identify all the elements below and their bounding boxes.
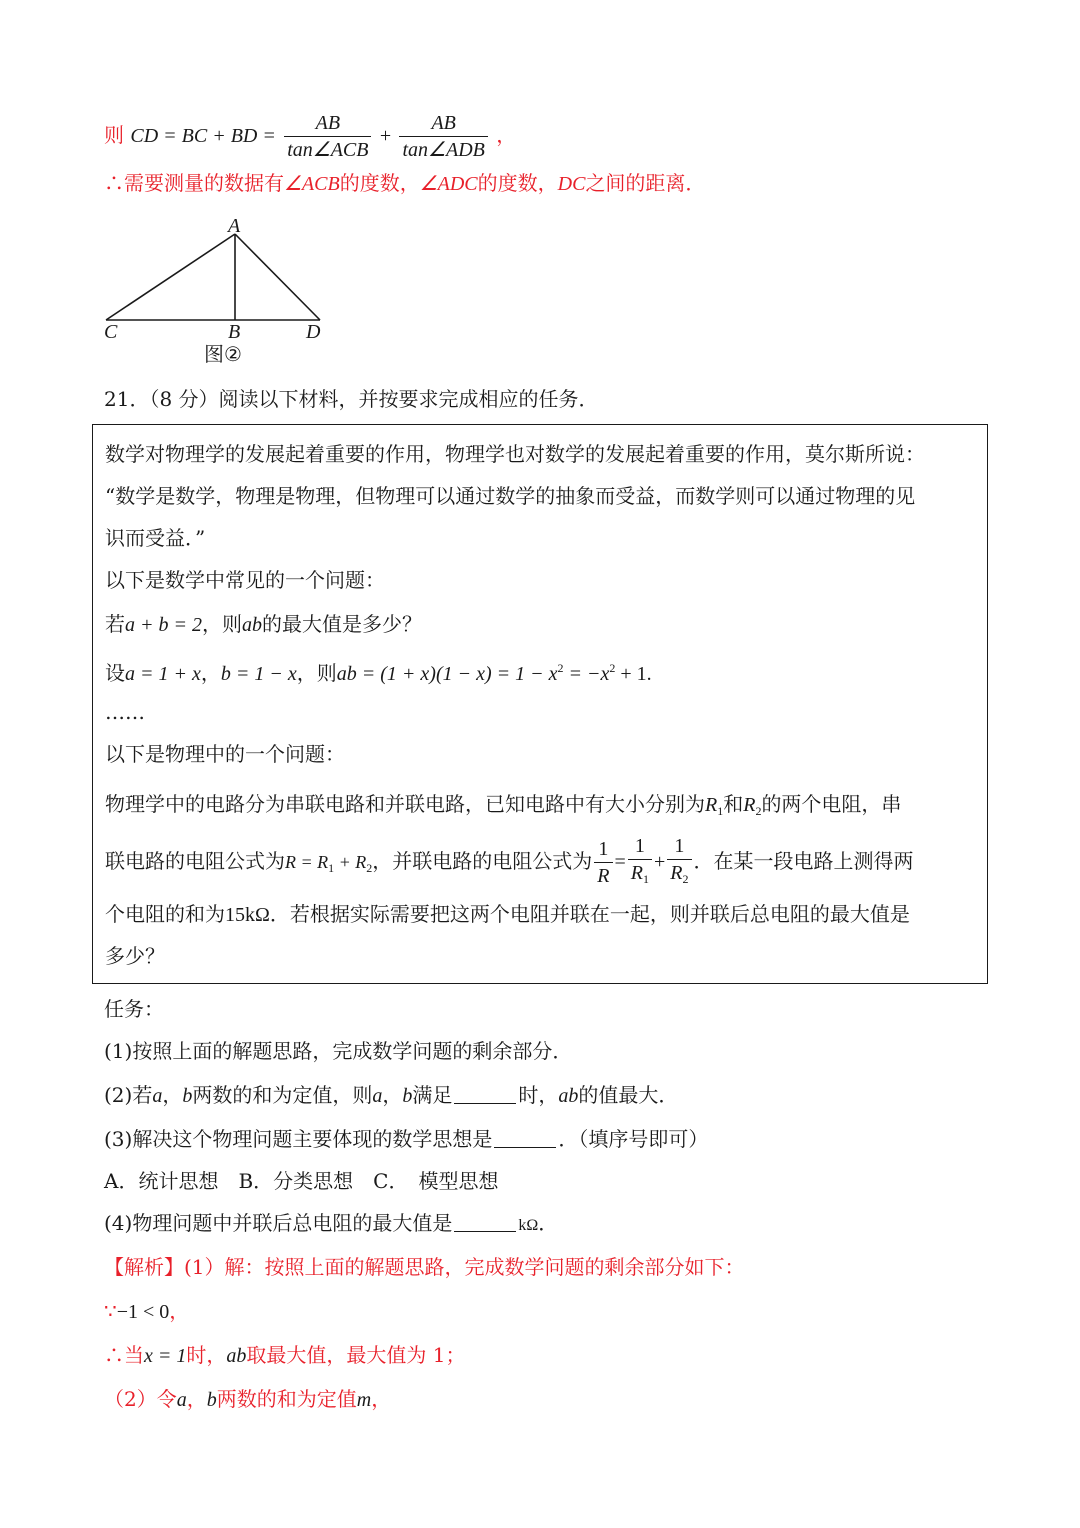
text: ，并联电路的电阻公式为 bbox=[372, 849, 593, 873]
task-3-options: A．统计思想 B．分类思想 C． 模型思想 bbox=[104, 1169, 499, 1193]
text: 两数的和为定值，则 bbox=[192, 1083, 373, 1107]
answer-blank-2[interactable] bbox=[454, 1083, 516, 1104]
text: 之间的距离． bbox=[585, 171, 706, 195]
text: 个电阻的和为 bbox=[105, 902, 225, 926]
exponent: 2 bbox=[609, 661, 616, 675]
solution-step bbox=[104, 1296, 189, 1327]
segment-dc: DC bbox=[557, 173, 586, 195]
text: 则 bbox=[104, 123, 124, 147]
figure-caption: 图② bbox=[204, 342, 242, 366]
text: (1）解：按照上面的解题思路，完成数学问题的剩余部分如下： bbox=[184, 1255, 745, 1279]
text: ．（填序号即可） bbox=[558, 1127, 709, 1151]
unit: kΩ bbox=[518, 1217, 539, 1234]
equation: b = 1 − x bbox=[220, 663, 297, 685]
text: 满足 bbox=[412, 1083, 453, 1107]
variable: a bbox=[152, 1085, 163, 1107]
material-box bbox=[92, 424, 988, 984]
equation: = −x bbox=[563, 663, 610, 685]
task-3 bbox=[104, 1124, 708, 1154]
text: 取最大值，最大值为 1； bbox=[246, 1343, 466, 1367]
question-header: 21．（8 分）阅读以下材料，并按要求完成相应的任务． bbox=[104, 387, 599, 411]
text: 时， bbox=[186, 1343, 227, 1367]
ellipsis-line: …… bbox=[105, 700, 145, 724]
solution-conclusion-line bbox=[104, 168, 705, 199]
material-paragraph: 多少？ bbox=[105, 944, 165, 968]
cd-expression: CD = BC + BD = bbox=[130, 125, 276, 147]
variable: ab bbox=[226, 1345, 247, 1367]
triangle-figure bbox=[96, 210, 336, 370]
variable: m bbox=[356, 1389, 372, 1411]
series-formula: R = R bbox=[285, 852, 329, 872]
text: (3)解决这个物理问题主要体现的数学思想是 bbox=[104, 1127, 493, 1151]
text: ， bbox=[382, 1083, 403, 1107]
text: 的度数， bbox=[477, 171, 558, 195]
variable: a bbox=[372, 1085, 383, 1107]
text: 的两个电阻，串 bbox=[761, 792, 902, 816]
text: ， bbox=[162, 1083, 183, 1107]
resistor-symbol: R bbox=[705, 794, 718, 816]
material-paragraph: “数学是数学，物理是物理，但物理可以通过数学的抽象而受益，而数学则可以通过物理的见 bbox=[105, 484, 916, 508]
text: 和 bbox=[723, 792, 744, 816]
fraction-denominator: tan∠ADB bbox=[402, 139, 485, 161]
equals-sign: = bbox=[614, 851, 626, 873]
resistor-symbol: R bbox=[743, 794, 756, 816]
text: 的值最大． bbox=[578, 1083, 679, 1107]
because-symbol: ∵ bbox=[104, 1299, 117, 1323]
material-paragraph: 以下是数学中常见的一个问题： bbox=[105, 568, 385, 592]
fraction-numerator: 1 bbox=[594, 836, 612, 863]
equation: + 1. bbox=[615, 663, 652, 685]
text: ．若根据实际需要把这两个电阻并联在一起，则并联后总电阻的最大值是 bbox=[269, 902, 910, 926]
task-2 bbox=[104, 1080, 678, 1111]
angle-acb: ∠ACB bbox=[284, 173, 340, 195]
point-label-a: A bbox=[228, 215, 241, 237]
text: 若 bbox=[105, 612, 125, 636]
fraction-numerator: AB bbox=[284, 110, 371, 137]
text: 的最大值是多少？ bbox=[262, 612, 422, 636]
subscript: 2 bbox=[755, 804, 762, 818]
material-paragraph: 以下是物理中的一个问题： bbox=[105, 742, 345, 766]
point-label-b: B bbox=[228, 321, 241, 343]
task-1: (1)按照上面的解题思路，完成数学问题的剩余部分． bbox=[104, 1039, 573, 1063]
variable: a bbox=[176, 1389, 187, 1411]
text: ，则 bbox=[202, 612, 242, 636]
inequality: −1 < 0 bbox=[116, 1301, 170, 1323]
fraction-denominator: tan∠ACB bbox=[287, 139, 369, 161]
subscript: 1 bbox=[643, 872, 650, 886]
text: (4)物理问题中并联后总电阻的最大值是 bbox=[104, 1211, 453, 1235]
subscript: 1 bbox=[717, 804, 724, 818]
text: 两数的和为定值 bbox=[216, 1387, 357, 1411]
text: 的度数， bbox=[339, 171, 420, 195]
fraction-one-over-r2 bbox=[667, 833, 691, 892]
fraction-numerator: 1 bbox=[667, 833, 691, 860]
subscript: 2 bbox=[366, 861, 373, 875]
text: (2)若 bbox=[104, 1083, 153, 1107]
math-question-line bbox=[105, 609, 422, 640]
subscript: 2 bbox=[682, 872, 689, 886]
math-derivation-line bbox=[105, 653, 652, 689]
text: ．在某一段电路上测得两 bbox=[693, 849, 914, 873]
resistance-formula-line bbox=[105, 833, 914, 896]
solution-intro bbox=[104, 1252, 745, 1282]
fraction-denominator: R bbox=[670, 862, 683, 884]
equation: a + b = 2 bbox=[125, 614, 202, 636]
material-paragraph: 识而受益．” bbox=[105, 526, 206, 550]
solution-cd-line bbox=[104, 110, 516, 163]
physics-problem-line bbox=[105, 789, 901, 826]
variable: b bbox=[182, 1085, 193, 1107]
resistance-value: 15kΩ bbox=[225, 904, 270, 926]
side-ca bbox=[106, 234, 235, 320]
variable: ab bbox=[558, 1085, 579, 1107]
solution-step bbox=[104, 1384, 391, 1415]
fraction-one-over-r bbox=[594, 836, 612, 889]
text: ∴需要测量的数据有 bbox=[104, 171, 284, 195]
exponent: 2 bbox=[557, 661, 564, 675]
variable: b bbox=[206, 1389, 217, 1411]
answer-blank-3[interactable] bbox=[494, 1127, 556, 1148]
answer-blank-4[interactable] bbox=[454, 1211, 516, 1232]
plus-sign: + bbox=[379, 125, 392, 147]
text: ∴当 bbox=[104, 1343, 144, 1367]
subscript: 1 bbox=[328, 861, 335, 875]
plus-sign: + bbox=[654, 851, 666, 873]
fraction-numerator: 1 bbox=[628, 833, 652, 860]
text: ，则 bbox=[296, 661, 337, 685]
variable: b bbox=[402, 1085, 413, 1107]
text: ， bbox=[371, 1387, 392, 1411]
physics-problem-line bbox=[105, 899, 910, 930]
task-4 bbox=[104, 1208, 558, 1241]
fraction-denominator: R bbox=[630, 862, 644, 884]
variable: ab bbox=[242, 614, 262, 636]
point-label-c: C bbox=[104, 321, 118, 343]
text: ， bbox=[186, 1387, 207, 1411]
side-ad bbox=[235, 234, 320, 320]
material-paragraph: 数学对物理学的发展起着重要的作用，物理学也对数学的发展起着重要的作用，莫尔斯所说： bbox=[105, 442, 925, 466]
solution-step bbox=[104, 1340, 465, 1371]
series-formula: + R bbox=[334, 852, 367, 872]
angle-adc: ∠ADC bbox=[419, 173, 478, 195]
text: ， bbox=[169, 1299, 190, 1323]
text: 物理学中的电路分为串联电路和并联电路，已知电路中有大小分别为 bbox=[105, 792, 705, 816]
fraction-one-over-r1 bbox=[628, 833, 652, 892]
text: 时， bbox=[518, 1083, 559, 1107]
equation: x = 1 bbox=[144, 1345, 187, 1367]
point-label-d: D bbox=[306, 321, 321, 343]
text: ． bbox=[538, 1211, 559, 1235]
text: ， bbox=[496, 123, 517, 147]
fraction-adb bbox=[399, 110, 487, 163]
text: ， bbox=[200, 661, 221, 685]
fraction-denominator: R bbox=[597, 865, 610, 887]
analysis-tag: 【解析】 bbox=[104, 1255, 184, 1279]
tasks-title: 任务： bbox=[104, 997, 164, 1021]
fraction-numerator: AB bbox=[399, 110, 487, 137]
equation: a = 1 + x bbox=[125, 663, 201, 685]
text: 设 bbox=[105, 661, 125, 685]
text: 联电路的电阻公式为 bbox=[105, 849, 285, 873]
fraction-acb bbox=[284, 110, 371, 163]
text: （2）令 bbox=[104, 1387, 177, 1411]
equation: ab = (1 + x)(1 − x) = 1 − x bbox=[336, 663, 558, 685]
